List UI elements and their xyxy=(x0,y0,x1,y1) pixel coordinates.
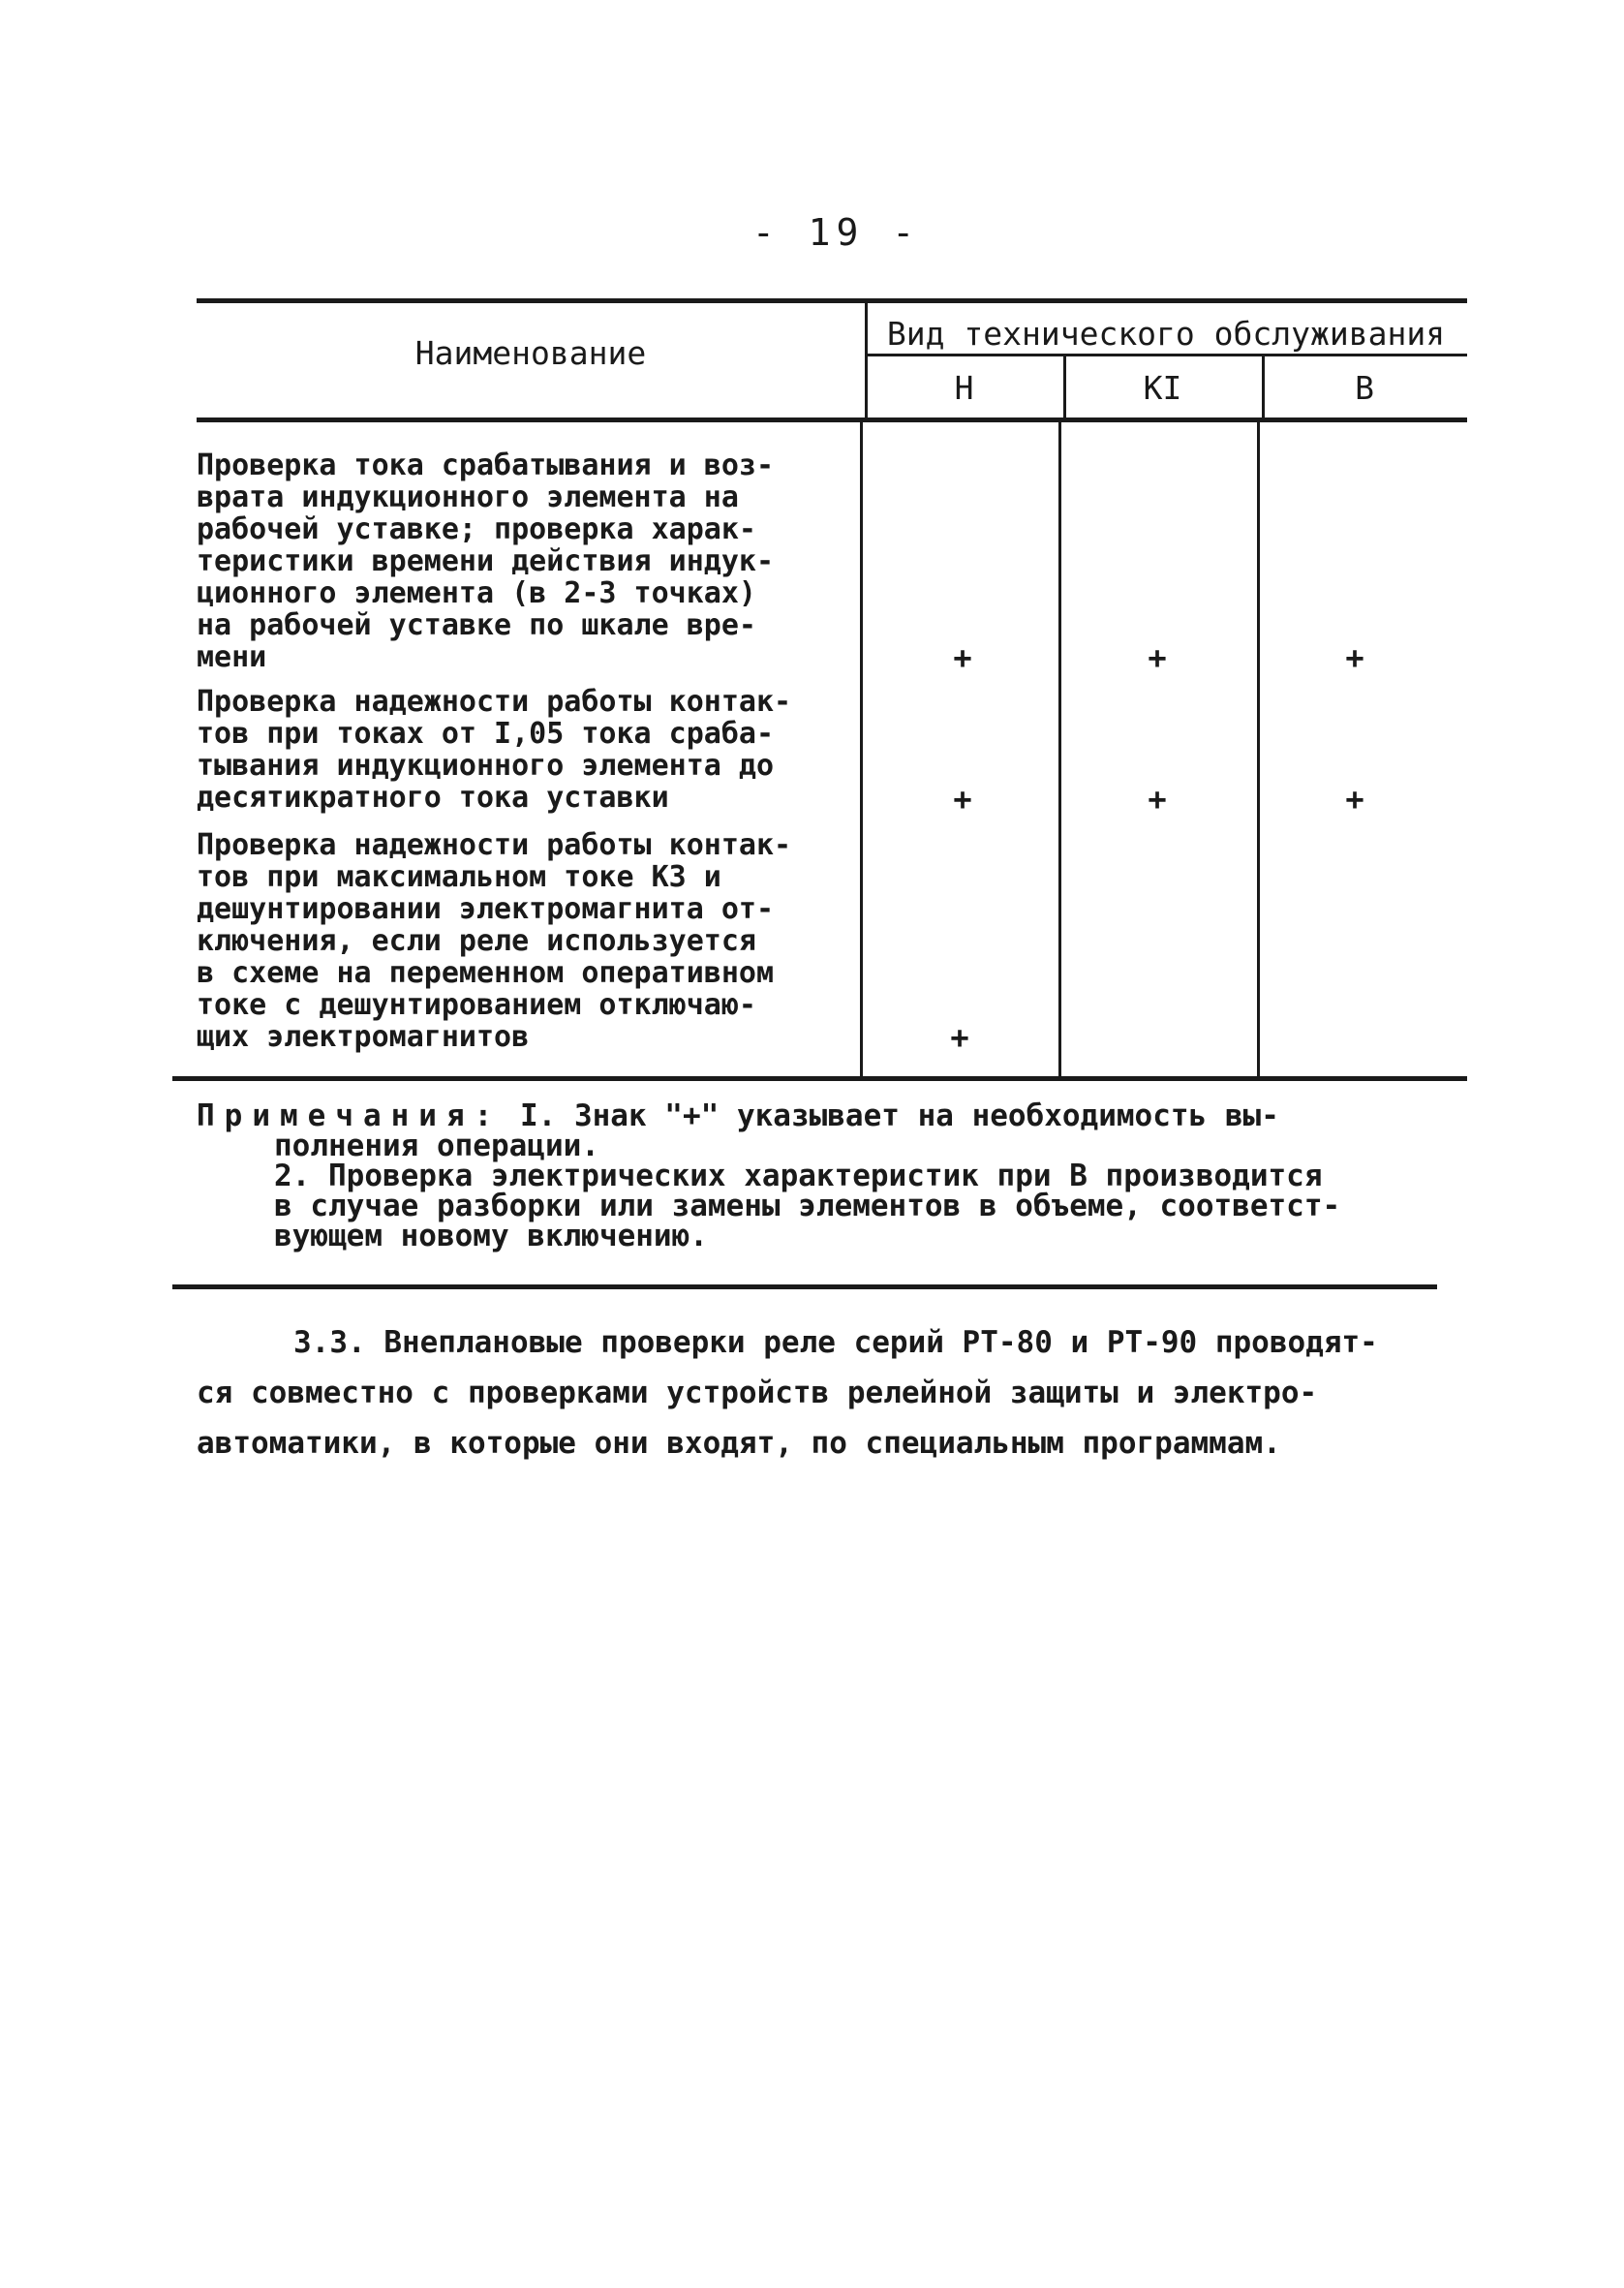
notes-block xyxy=(197,1098,1436,1253)
note-2-line-a: 2. Проверка электрических характеристик при В производится xyxy=(274,1159,1323,1193)
group-divider xyxy=(865,354,1467,356)
row-line: рабочей уставке; проверка харак- xyxy=(197,512,756,546)
paragraph-line: автоматики, в которые они входят, по специальным программам. xyxy=(197,1426,1281,1461)
row-line: Проверка надежности работы контак- xyxy=(197,828,792,862)
body-vline xyxy=(1058,422,1061,1076)
body-vline xyxy=(1257,422,1260,1076)
mark-k1: + xyxy=(1148,639,1167,676)
row-line: дешунтировании электромагнита от- xyxy=(197,892,775,926)
header-vline xyxy=(1262,356,1265,417)
note-1 xyxy=(197,1098,1436,1133)
mark-n: + xyxy=(953,781,972,818)
page-number: - 19 - xyxy=(751,211,921,254)
mark-n: + xyxy=(953,639,972,676)
row-line: ключения, если реле используется xyxy=(197,924,756,958)
mark-v: + xyxy=(1345,639,1364,676)
row-line: Проверка тока срабатывания и воз- xyxy=(197,448,775,482)
column-header-name: Наименование xyxy=(414,334,647,372)
row-line: тов при токах от I,05 тока сраба- xyxy=(197,717,775,751)
row-line: на рабочей уставке по шкале вре- xyxy=(197,608,756,642)
row-line: врата индукционного элемента на xyxy=(197,480,739,514)
paragraph-line: ся совместно с проверками устройств релейной защиты и электро- xyxy=(197,1376,1318,1410)
row-description xyxy=(197,829,850,1053)
subheader-k1: КI xyxy=(1143,369,1182,407)
note-2-line-c: вующем новому включению. xyxy=(274,1219,708,1253)
row-description xyxy=(197,449,850,673)
header-vline xyxy=(1063,356,1066,417)
column-group-title: Вид технического обслуживания xyxy=(886,315,1446,353)
row-line: в схеме на переменном оперативном xyxy=(197,956,775,990)
note-2-line-b: в случае разборки или замены элементов в объеме, соответст- xyxy=(274,1189,1341,1223)
notes-label: Примечания: xyxy=(197,1098,503,1133)
row-line: токе с дешунтированием отключаю- xyxy=(197,988,756,1022)
row-line: ционного элемента (в 2-3 точках) xyxy=(197,576,756,610)
note-1-line-b: полнения операции. xyxy=(274,1129,599,1163)
column-group-header xyxy=(865,303,1467,417)
table-header xyxy=(197,303,1467,417)
paragraph-line: 3.3. Внеплановые проверки реле серий РТ-80 и РТ-90 проводят- xyxy=(293,1325,1378,1360)
row-line: десятикратного тока уставки xyxy=(197,781,669,815)
subheader-v: В xyxy=(1355,369,1374,407)
section-3-3-paragraph xyxy=(197,1317,1455,1469)
subheader-n: Н xyxy=(954,369,974,407)
body-vline xyxy=(860,422,863,1076)
row-line: тов при максимальном токе КЗ и xyxy=(197,860,721,894)
row-line: щих электромагнитов xyxy=(197,1020,530,1054)
mark-k1: + xyxy=(1148,781,1167,818)
maintenance-table xyxy=(197,298,1467,1081)
row-line: мени xyxy=(197,640,267,674)
header-vline xyxy=(865,303,868,417)
row-line: теристики времени действия индук- xyxy=(197,544,775,578)
note-1-line-a: I. Знак "+" указывает на необходимость вы- xyxy=(519,1098,1279,1133)
row-description xyxy=(197,686,850,814)
mark-v: + xyxy=(1345,781,1364,818)
table-body xyxy=(197,422,1467,1076)
mark-n: + xyxy=(950,1019,969,1056)
table-bottom-rule xyxy=(172,1076,1467,1081)
row-line: тывания индукционного элемента до xyxy=(197,749,775,783)
notes-bottom-rule xyxy=(172,1284,1437,1289)
row-line: Проверка надежности работы контак- xyxy=(197,685,792,719)
